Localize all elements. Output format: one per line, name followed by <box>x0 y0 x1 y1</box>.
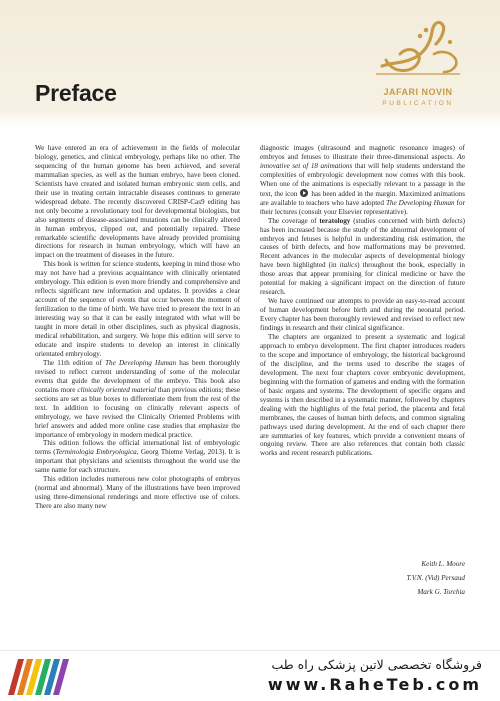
paragraph: This edition follows the official international list of embryologic terms (Terminologia Embryologica, Georg Thieme Verlag, 2013). It is important that physicians and scientists throughout the world use the same name for each structure. <box>35 439 240 475</box>
footer-banner <box>0 650 500 701</box>
paragraph: diagnostic images (ultrasound and magnetic resonance images) of embryos and fetuses to illustrate their three-dimensional aspects. An innovative set of 18 animations that will help students understand the complexities of embryologic development now comes with this book. When one of the animations is especially relevant to a passage in the text, the icon has been added in the margin. Maximized animations are available to teachers who have adopted The Developing Human for their lectures (consult your Elsevier representative). <box>260 144 466 216</box>
paragraph: The chapters are organized to present a systematic and logical approach to embryo development. The first chapter introduces readers to the scope and importance of embryology, the historical background of the discipline, and the terms used to describe the stages of development. The next four chapters cover embryonic development, beginning with the formation of gametes and ending with the formation of basic organs and systems. The development of specific organs and systems is then described in a systematic manner, followed by chapters dealing with the highlights of the fetal period, the placenta and fetal membranes, the causes of human birth defects, and common signaling pathways used during development. At the end of each chapter there are summaries of key features, which provide a convenient means of ongoing review. There are also references that contain both classic works and recent research publications. <box>260 333 465 458</box>
animation-play-icon <box>300 189 308 197</box>
paragraph: The coverage of teratology (studies concerned with birth defects) has been increased because the study of the abnormal development of embryos and fetuses is helpful in understanding risk estimation, the causes of birth defects, and how malformations may be prevented. Recent advances in the molecular aspects of developmental biology have been highlighted (in italics) throughout the book, especially in those areas that appear promising for clinical medicine or have the potential for making a significant impact on the direction of future research. <box>260 216 465 297</box>
logo-sub-text: PUBLICATION <box>382 100 454 107</box>
paragraph: We have entered an era of achievement in the fields of molecular biology, genetics, and clinical embryology, perhaps like no other. The sequencing of the human genome has been achieved, and several mammalian species, as well as the human embryo, have been cloned. Scientists have created and isolated human embryonic stem cells, and their use in treating certain intractable diseases continues to generate widespread debate. The recently discovered CRISP-Cas9 editing has not only become a revolutionary tool for developmental biologists, but also segments of disease-associated mutations can be clinically altered in human embryos, clipped out, and potentially repaired. These remarkable scientific developments have already provided promising directions for research in human embryology, which will have an impact on the treatment of diseases in the future. <box>35 144 240 260</box>
publisher-logo <box>358 14 478 126</box>
paragraph: This book is written for science students, keeping in mind those who may not have had a previous acquaintance with clinically orientated embryology. This edition is even more friendly and comprehensive and reflects significant new information and updates. It provides a clear account of the sequence of events that occur between the moment of fertilization to the time of birth. We have tried to present the text in an interesting way so that it can be easily integrated with what will be taught in more detail in other disciplines, such as physical diagnosis, medical rehabilitation, and surgery. We hope this edition will serve to educate and inspire students to develop an interest in clinically orientated embryology. <box>35 260 240 358</box>
footer-url[interactable]: www.RaheTeb.com <box>267 675 482 694</box>
paragraph: We have continued our attempts to provide an easy-to-read account of human development before birth and during the neonatal period. Every chapter has been thoroughly reviewed and revised to reflect new findings in research and their clinical significance. <box>260 297 465 333</box>
stripes-logo-icon <box>8 659 78 695</box>
left-column <box>35 144 240 511</box>
page-title: Preface <box>35 80 117 106</box>
signature-torchia: Mark G. Torchia <box>417 588 465 596</box>
calligraphy-logo-icon <box>372 14 464 84</box>
signature-persaud: T.V.N. (Vid) Persaud <box>406 574 465 582</box>
right-column <box>260 144 465 458</box>
paragraph: This edition includes numerous new color photographs of embryos (normal and abnormal). Many of the illustrations have been improved using three-dimensional renderings and more effective use of colors. There are also many new <box>35 475 240 511</box>
paragraph: The 11th edition of The Developing Human has been thoroughly revised to reflect current understanding of some of the molecular events that guide the development of the embryo. This book also contains more clinically oriented material than previous editions; these sections are set as blue boxes to differentiate them from the rest of the text. In addition to focusing on clinically relevant aspects of embryology, we have revised the Clinically Oriented Problems with brief answers and added more online case studies that emphasize the importance of embryology in modern medical practice. <box>35 358 240 439</box>
signature-moore: Keith L. Moore <box>421 560 465 568</box>
logo-brand-text: JAFARI NOVIN <box>383 87 453 97</box>
footer-persian-text: فروشگاه تخصصی لاتین پزشکی راه طب <box>271 657 482 672</box>
